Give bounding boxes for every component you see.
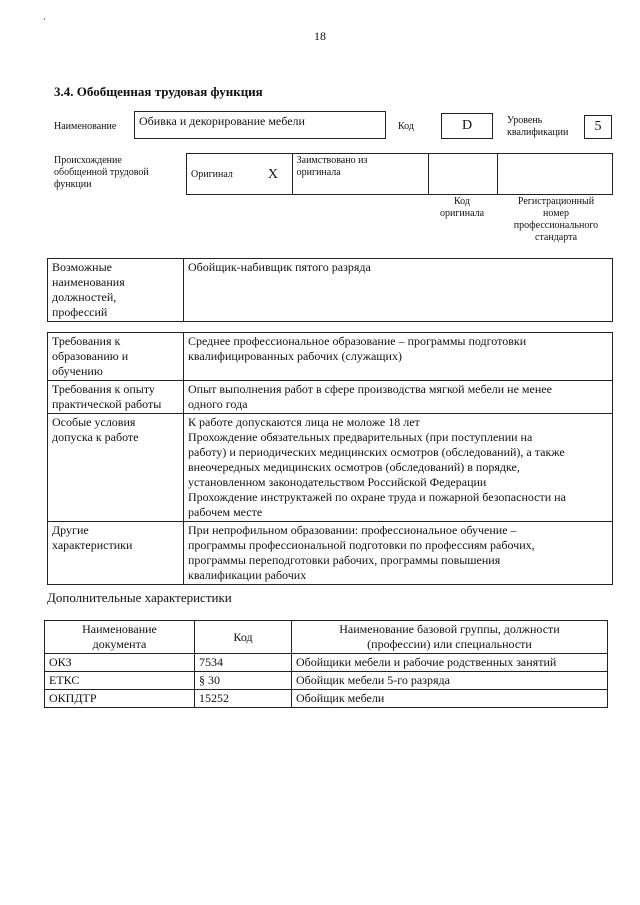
- requirement-value: [184, 333, 613, 381]
- header-doc-name-line1: Наименование: [82, 622, 157, 636]
- requirement-label: [48, 381, 184, 414]
- requirements-table: [47, 332, 613, 585]
- code-original-cell: [429, 154, 498, 195]
- row-name: Обойщик мебели: [292, 690, 608, 708]
- requirement-value-line: Среднее профессиональное образование – программы подготовки: [188, 334, 527, 348]
- header-base-name-line2: (профессии) или специальности: [367, 637, 532, 651]
- origin-label-line1: Происхождение: [54, 155, 122, 166]
- requirement-label-line: практической работы: [52, 397, 162, 411]
- additional-header-row: [45, 621, 608, 654]
- origin-label: [54, 155, 149, 191]
- header-doc-name-line2: документа: [92, 637, 147, 651]
- origin-label-line3: функции: [54, 179, 92, 190]
- name-label: Наименование: [54, 121, 117, 132]
- level-value-box: [584, 115, 612, 139]
- requirement-value-line: Прохождение инструктажей по охране труда и пожарной безопасности на: [188, 490, 566, 504]
- borrowed-label: [292, 154, 428, 195]
- requirement-label-line: Требования к опыту: [52, 382, 155, 396]
- row-code: § 30: [195, 672, 292, 690]
- origin-label-line2: обобщенной трудовой: [54, 167, 149, 178]
- header-doc-name: [45, 621, 195, 654]
- requirement-label-line: обучению: [52, 364, 103, 378]
- header-base-name: [292, 621, 608, 654]
- level-label-line1: Уровень: [507, 115, 543, 126]
- requirement-value-line: установленном законодательством Российской Федерации: [188, 475, 487, 489]
- level-value: 5: [594, 119, 602, 134]
- level-label: [507, 115, 568, 139]
- requirement-label-line: Другие: [52, 523, 89, 537]
- section-title: 3.4. Обобщенная трудовая функция: [54, 84, 263, 99]
- row-code: 15252: [195, 690, 292, 708]
- requirement-row-special: [48, 414, 613, 522]
- requirement-value-line: квалификации рабочих: [188, 568, 307, 582]
- requirement-value: [184, 381, 613, 414]
- requirement-value-line: Прохождение обязательных предварительных (при поступлении на: [188, 430, 533, 444]
- requirement-label-line: характеристики: [52, 538, 133, 552]
- requirement-row-other: [48, 522, 613, 585]
- requirement-label-line: Особые условия: [52, 415, 136, 429]
- reg-number-line1: Регистрационный: [517, 196, 595, 207]
- table-row: [45, 672, 608, 690]
- requirement-label-line: допуска к работе: [52, 430, 139, 444]
- additional-table: [44, 620, 608, 708]
- reg-number-line2: номер: [543, 208, 569, 219]
- positions-table: [47, 258, 613, 322]
- requirement-value-line: одного года: [188, 397, 248, 411]
- reg-number-cell: [497, 154, 612, 195]
- code-value-box: [441, 113, 493, 139]
- borrowed-label-line1: Заимствовано из: [296, 155, 368, 166]
- reg-number-line4: стандарта: [534, 232, 578, 243]
- positions-label-line1: Возможные: [52, 260, 112, 274]
- requirement-value-line: рабочем месте: [188, 505, 263, 519]
- header-base-name-line1: Наименование базовой группы, должности: [339, 622, 560, 636]
- requirement-label-line: образованию и: [52, 349, 129, 363]
- code-label: Код: [398, 121, 414, 132]
- requirement-value-line: внеочередных медицинских осмотров (обследований) в порядке,: [188, 460, 520, 474]
- requirement-label: [48, 414, 184, 522]
- requirement-label: [48, 333, 184, 381]
- requirement-label: [48, 522, 184, 585]
- row-name: Обойщики мебели и рабочие родственных занятий: [292, 654, 608, 672]
- requirement-value: [184, 414, 613, 522]
- positions-label-line3: должностей,: [52, 290, 117, 304]
- corner-mark: ·: [43, 14, 46, 24]
- table-row: [45, 690, 608, 708]
- positions-value: Обойщик-набивщик пятого разряда: [184, 259, 613, 322]
- borrowed-label-line2: оригинала: [296, 167, 341, 178]
- name-value: Обивка и декорирование мебели: [139, 114, 305, 128]
- requirement-row-experience: [48, 381, 613, 414]
- row-doc: ЕТКС: [45, 672, 195, 690]
- code-original-line2: оригинала: [439, 208, 485, 219]
- origin-table: [186, 153, 613, 195]
- row-doc: ОКПДТР: [45, 690, 195, 708]
- positions-label-line2: наименования: [52, 275, 125, 289]
- requirement-value-line: работу) и периодических медицинских осмотров (обследований), а также: [188, 445, 565, 459]
- row-name: Обойщик мебели 5-го разряда: [292, 672, 608, 690]
- requirement-value-line: К работе допускаются лица не моложе 18 лет: [188, 415, 420, 429]
- requirement-value-line: Опыт выполнения работ в сфере производства мягкой мебели не менее: [188, 382, 552, 396]
- requirement-value-line: При непрофильном образовании: профессиональное обучение –: [188, 523, 517, 537]
- reg-number-line3: профессионального: [513, 220, 599, 231]
- table-row: [45, 654, 608, 672]
- code-value: D: [461, 118, 473, 133]
- original-mark: X: [254, 154, 292, 195]
- positions-label-line4: профессий: [52, 305, 108, 319]
- original-label: Оригинал: [187, 154, 255, 195]
- requirement-label-line: Требования к: [52, 334, 121, 348]
- page-number: 18: [314, 29, 326, 43]
- requirement-value: [184, 522, 613, 585]
- requirement-value-line: квалифицированных рабочих (служащих): [188, 349, 402, 363]
- header-code: Код: [195, 621, 292, 654]
- requirement-value-line: программы профессиональной подготовки по профессиям рабочих,: [188, 538, 535, 552]
- reg-number-caption: [500, 196, 612, 244]
- name-value-box: [134, 111, 386, 139]
- additional-title: Дополнительные характеристики: [47, 590, 232, 605]
- requirement-value-line: программы переподготовки рабочих, программы повышения: [188, 553, 501, 567]
- positions-label: [48, 259, 184, 322]
- row-doc: ОКЗ: [45, 654, 195, 672]
- code-original-line1: Код: [454, 196, 470, 207]
- requirement-row-education: [48, 333, 613, 381]
- row-code: 7534: [195, 654, 292, 672]
- level-label-line2: квалификации: [507, 127, 569, 138]
- code-original-caption: [430, 196, 494, 220]
